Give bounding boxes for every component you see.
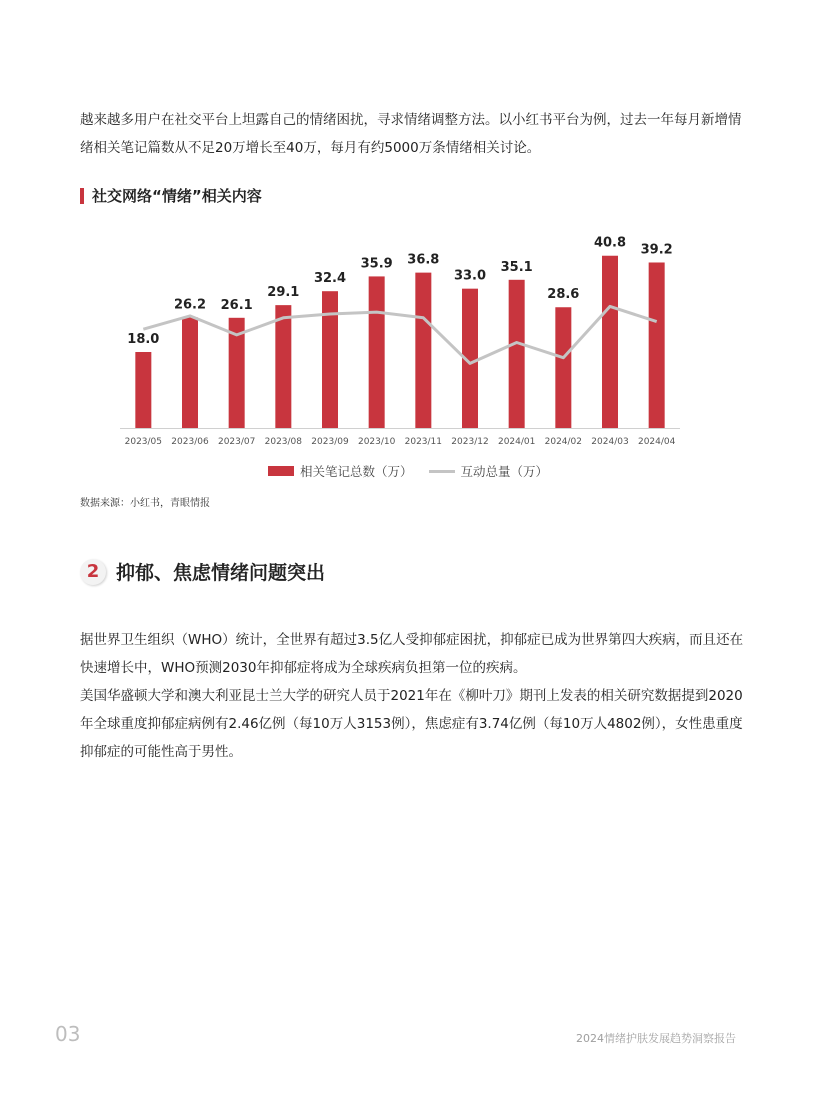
data-label: 39.2 bbox=[640, 242, 673, 258]
legend-label-interactions: 互动总量（万） bbox=[460, 464, 549, 479]
legend-item-notes bbox=[268, 462, 413, 480]
chart-section-title-text: 社交网络“情绪”相关内容 bbox=[92, 187, 262, 205]
x-tick-label: 2023/12 bbox=[451, 437, 489, 447]
chart-section-title bbox=[80, 185, 262, 206]
body-paragraph: 美国华盛顿大学和澳大利亚昆士兰大学的研究人员于2021年在《柳叶刀》期刊上发表的相关研究数据提到2020年全球重度抑郁症病例有2.46亿例（每10万人3153例），焦虑症有3.74亿例（每10万人4802例），女性患重度抑郁症的可能性高于男性。 bbox=[80, 688, 743, 760]
x-tick-label: 2024/01 bbox=[497, 437, 536, 447]
x-tick-label: 2023/11 bbox=[404, 437, 443, 447]
data-label: 29.1 bbox=[267, 285, 300, 301]
bar bbox=[322, 291, 338, 428]
data-label: 35.1 bbox=[500, 259, 533, 275]
x-tick-label: 2023/05 bbox=[124, 437, 163, 447]
x-tick-label: 2024/04 bbox=[637, 437, 676, 447]
bar bbox=[555, 307, 571, 428]
title-accent-bar bbox=[80, 188, 84, 204]
data-label: 26.2 bbox=[173, 297, 207, 313]
data-label: 33.0 bbox=[453, 268, 487, 284]
data-source-note: 数据来源：小红书，青眼情报 bbox=[80, 498, 210, 509]
data-label: 26.1 bbox=[220, 297, 253, 313]
bar bbox=[649, 262, 665, 428]
data-label: 40.8 bbox=[593, 235, 627, 251]
x-tick-label: 2023/09 bbox=[311, 437, 349, 447]
section-2-body bbox=[80, 626, 744, 766]
x-tick-label: 2023/06 bbox=[171, 437, 209, 447]
section-number-badge: 2 bbox=[80, 559, 106, 585]
interactions-line bbox=[143, 306, 656, 363]
x-tick-label: 2023/10 bbox=[357, 437, 396, 447]
section-2-title: 抑郁、焦虑情绪问题突出 bbox=[116, 562, 326, 584]
legend-swatch-bar bbox=[268, 466, 294, 476]
bar bbox=[602, 256, 618, 428]
bar bbox=[509, 280, 525, 428]
data-label: 18.0 bbox=[127, 332, 160, 347]
bar bbox=[275, 305, 291, 428]
section-2-heading bbox=[80, 558, 325, 585]
legend-swatch-line bbox=[429, 470, 455, 473]
body-paragraph: 据世界卫生组织（WHO）统计，全世界有超过3.5亿人受抑郁症困扰，抑郁症已成为世界第四大疾病，而且还在快速增长中，WHO预测2030年抑郁症将成为全球疾病负担第一位的疾病。 bbox=[80, 632, 744, 676]
notes-bar-line-chart bbox=[100, 228, 690, 456]
data-label: 28.6 bbox=[547, 287, 580, 303]
legend-item-interactions bbox=[429, 462, 549, 480]
intro-paragraph: 越来越多用户在社交平台上坦露自己的情绪困扰，寻求情绪调整方法。以小红书平台为例，过去一年每月新增情绪相关笔记篇数从不足20万增长至40万，每月有约5000万条情绪相关讨论。 bbox=[80, 112, 742, 156]
bar bbox=[182, 317, 198, 428]
legend-label-notes: 相关笔记总数（万） bbox=[299, 464, 413, 479]
bar bbox=[135, 352, 151, 428]
data-label: 35.9 bbox=[360, 256, 393, 272]
x-tick-label: 2024/02 bbox=[544, 437, 583, 447]
data-label: 32.4 bbox=[313, 271, 347, 287]
page-number: 03 bbox=[55, 1022, 81, 1046]
chart-legend bbox=[0, 462, 816, 480]
data-label: 36.8 bbox=[407, 252, 440, 268]
footer-report-title: 2024情绪护肤发展趋势洞察报告 bbox=[576, 1032, 736, 1045]
bar bbox=[369, 276, 385, 428]
x-tick-label: 2023/08 bbox=[264, 437, 303, 447]
x-tick-label: 2024/03 bbox=[591, 437, 629, 447]
x-tick-label: 2023/07 bbox=[217, 437, 256, 447]
bar bbox=[415, 273, 431, 428]
